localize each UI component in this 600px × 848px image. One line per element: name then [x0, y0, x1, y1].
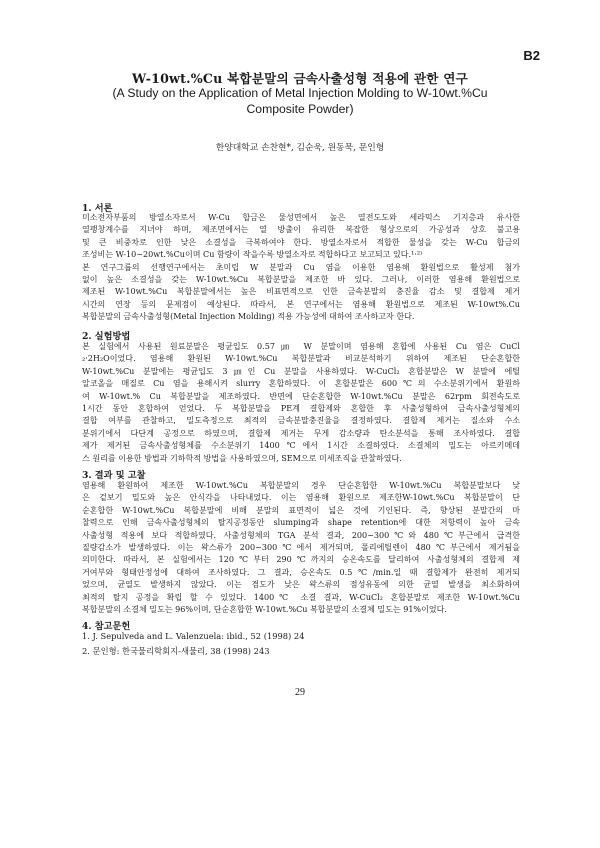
page-number: 29 [295, 687, 305, 698]
section-heading-introduction: 1. 서론 [82, 203, 113, 214]
text-line: 시간의 연장 등의 문제점이 예상된다. 따라서, 본 연구에서는 염용해 환원법으로 제조된 W-10wt%.Cu [82, 299, 520, 309]
text-line: 본 실험에서 사용된 원료분말은 평균입도 0.57㎛ W 분말이며 염용해 혼합에 사용된 Cu 염은 CuCl [82, 342, 520, 351]
text-line: 질량감소가 발생하였다. 이는 왁스류가 200~300℃에서 제거되며, 폴리에틸렌이 480℃부근에서 제거됨을 [82, 542, 520, 552]
text-line: W-10wt.%Cu 분말에는 평균입도 3㎛인 Cu 분말을 사용하였다. W-CuCl₂ 혼합분말은 W 분말에 에틸 [82, 366, 520, 376]
text-line: 제가 제거된 금속사출성형체를 수소분위기 1400℃에서 1시간 소결하였다. 소결체의 밀도는 아르키메데 [82, 441, 520, 451]
text-line: 의미한다. 따라서, 본 실험에서는 120℃부터 290℃까지의 승온속도를 달리하여 사출성형체의 결합제 제 [82, 555, 520, 565]
text-line: 분위기에서 다단계 공정으로 하였으며, 결합제 제거는 무게 감소량과 탄소분석을 통해 조사하였다. 결합 [82, 428, 520, 438]
title-korean: W-10wt.%Cu 복합분말의 금속사출성형 적용에 관한 연구 [132, 71, 468, 86]
text-line: 순혼합한 W-10wt.%Cu 복합분말에 비해 분말의 표면적이 넓은 것에 기인된다. 즉, 향상된 분말간의 마 [82, 505, 520, 515]
title-english-line: (A Study on the Application of Metal Injection Molding to W-10wt.%Cu [112, 86, 488, 100]
text-line: 스 원리를 이용한 방법과 기하학적 방법을 사용하였으며, SEM으로 미세조직을 관찰하였다. [82, 453, 402, 463]
section-heading-results: 3. 결과 및 고찰 [82, 470, 146, 481]
text-line: 은 겉보기 밀도와 높은 안식각을 나타내었다. 이는 염용해 환원으로 제조한W-10wt.%Cu 복합분말이 단 [82, 493, 520, 503]
text-line: 결합 여부를 관찰하고, 밀도측정으로 최적의 금속분말충진율을 결정하였다. 결합제 제거는 질소와 수소 [82, 416, 520, 426]
reference-list [82, 629, 522, 658]
reference-item: 2. 문인형: 한국물리학회지-새물리, 38 (1998) 243 [82, 645, 270, 656]
section-heading-methods: 2. 실험방법 [82, 331, 131, 342]
text-line: 찰력으로 인해 금속사출성형체의 탈지공정동안 slumping과 shape retention에 대한 저항력이 높아 금속 [82, 518, 520, 528]
text-line: 사출성형 적용에 보다 적합하였다. 사출성형체의 TGA 분석 결과, 200~300℃와 480℃부근에서 급격한 [82, 530, 520, 540]
text-line: 여 W-10wt.% Cu 복합분말을 제조하였다. 반면에 단순혼합한 W-10wt.%Cu 분말은 62rpm 회전속도로 [82, 391, 520, 401]
text-line: 미소전자부품의 방열소자로서 W-Cu 합금은 물성면에서 높은 열전도도와 세라믹스 기지층과 유사한 [82, 213, 520, 222]
text-line: 없이 높은 소결성을 갖는 W-10wt.%Cu 복합분말을 제조한 바 있다. 그러나, 이러한 염용해 환원법으로 [82, 274, 520, 284]
title-english-line: Composite Powder) [246, 102, 354, 116]
text-line: 거여부와 형태안정성에 대하여 조사하였다. 그 결과, 승온속도 0.5℃/min.일 때 결합제가 완전히 제거되 [82, 567, 520, 577]
section-heading-references: 4. 참고문헌 [82, 621, 131, 632]
text-line: 본 연구그룹의 선행연구에서는 초미립 W 분말과 Cu 염을 이용한 염용해 환원법으로 활성제 첨가 [82, 262, 520, 272]
text-line: 제조된 W-10wt.%Cu 복합분말에서는 높은 비표면적으로 인한 금속분말의 충진율 감소 및 결합제 제거 [82, 287, 520, 297]
text-line: 및 큰 비중차로 인한 낮은 소결성을 극복하여야 한다. 방열소자로서 적합한 물성을 갖는 W-Cu 합금의 [82, 237, 520, 247]
text-line: 알코올을 매질로 Cu 염을 용해시켜 slurry 혼합하였다. 이 혼합분말은 600℃의 수소분위기에서 환원하 [82, 379, 520, 389]
text-line: 복합분말의 소결체 밀도는 96%이며, 단순혼합한 W-10wt.%Cu 복합분말의 소결체 밀도는 91%이었다. [82, 604, 447, 614]
text-line: 염용해 환원하여 제조한 W-10wt.%Cu 복합분말의 경우 단순혼합한 W-10wt.%Cu 복합분말보다 낮 [82, 481, 520, 490]
section-body-introduction [82, 212, 520, 324]
section-body-results [82, 480, 520, 616]
text-line: ₂·2H₂O이었다. 염용해 환원된 W-10wt.%Cu 복합분말과 비교분석하기 위하여 제조된 단순혼합한 [82, 354, 520, 364]
session-badge: B2 [523, 48, 540, 63]
text-line: 열팽창계수를 지녀야 하며, 제조면에서는 열 방출이 유리한 복잡한 형상으로의 가공성과 상호 불고용 [82, 225, 520, 235]
text-line: 최적의 탈지 공정을 확립 할 수 있었다. 1400℃ 소결 결과, W-CuCl₂ 혼합분말로 제조한 W-10wt.%Cu [82, 592, 520, 602]
text-line: 복합분말의 금속사출성형(Metal Injection Molding) 적용 가능성에 대하여 조사하고자 한다. [82, 312, 415, 322]
reference-item: 1. J. Sepulveda and L. Valenzuela: ibid., 52 (1998) 24 [82, 631, 305, 641]
authors: 한양대학교 손찬현*, 김순욱, 원동묵, 문인형 [215, 143, 385, 153]
section-body-methods [82, 341, 520, 465]
title-english [0, 85, 600, 117]
text-line: 1시간 동안 혼합하여 얻었다. 두 복합분말을 PE계 결합제와 혼합한 후 사출성형하여 금속사출성형체의 [82, 403, 520, 413]
text-line: 었으며, 균열도 발생하지 않았다. 이는 겸도가 낮은 왁스류의 점성유동에 의한 균열 발생을 최소화하여 [82, 580, 520, 590]
text-line: 조성비는 W-10~20wt.%Cu이며 Cu 함량이 작을수록 방열소자로 적합하다고 보고되고 있다.¹·²⁾ [82, 250, 423, 260]
